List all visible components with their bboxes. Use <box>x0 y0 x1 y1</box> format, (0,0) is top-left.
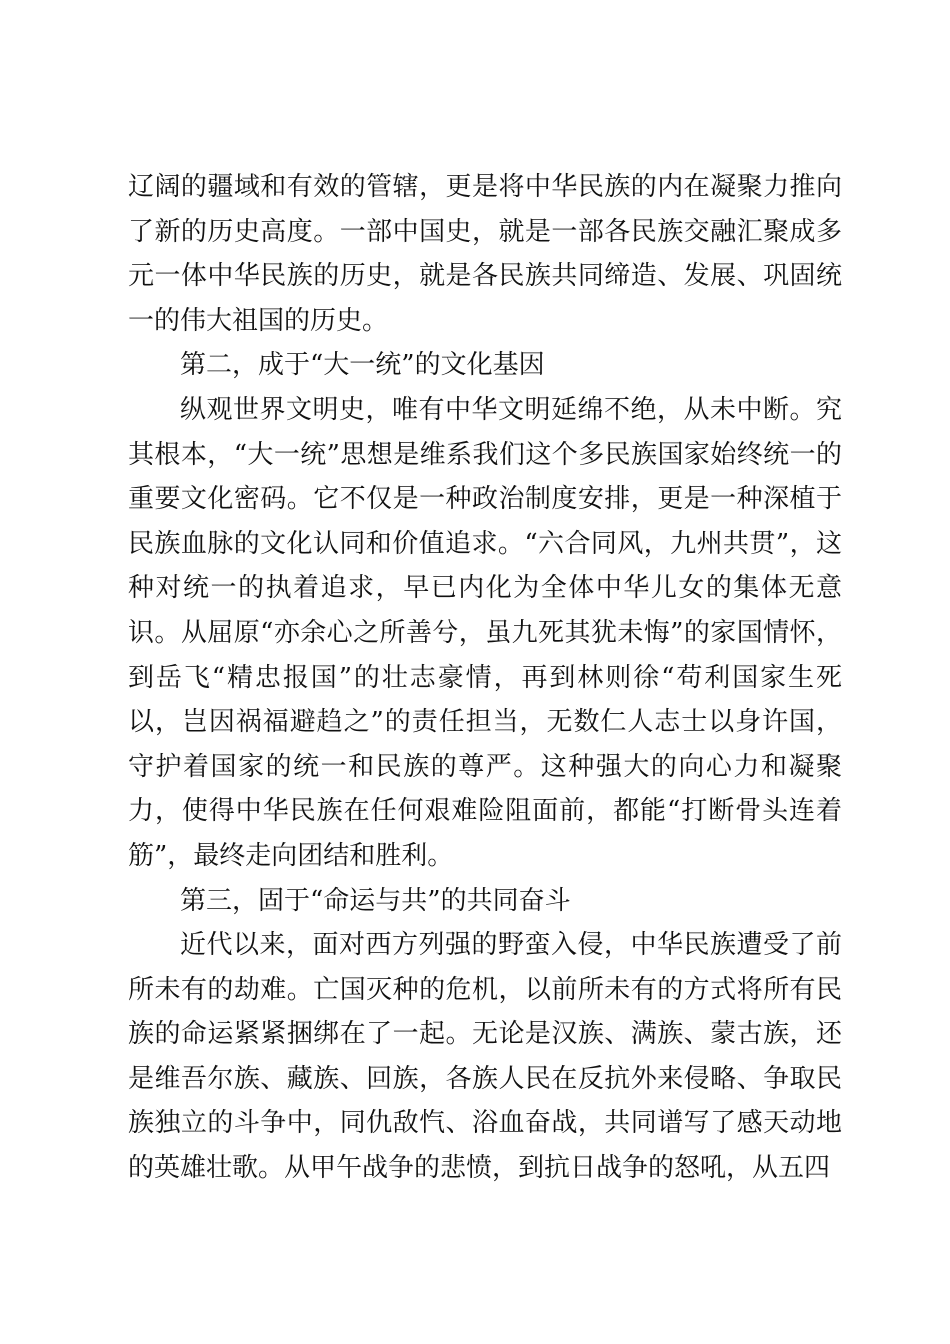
paragraph-3: 近代以来，面对西方列强的野蛮入侵，中华民族遭受了前所未有的劫难。亡国灭种的危机，以前所未有的方式将所有民族的命运紧紧捆绑在了一起。无论是汉族、满族、蒙古族，还是维吾尔族、藏族、回族，各族人民在反抗外来侵略、争取民族独立的斗争中，同仇敌忾、浴血奋战，共同谱写了感天动地的英雄壮歌。从甲午战争的悲愤，到抗日战争的怒吼，从五四 <box>128 930 842 1184</box>
section-heading-2: 第二，成于“大一统”的文化基因 <box>180 350 545 381</box>
document-body <box>128 165 842 1191</box>
paragraph-continued: 辽阔的疆域和有效的管辖，更是将中华民族的内在凝聚力推向了新的历史高度。一部中国史，就是一部各民族交融汇聚成多元一体中华民族的历史，就是各民族共同缔造、发展、巩固统一的伟大祖国的历史。 <box>128 172 842 336</box>
paragraph-2: 纵观世界文明史，唯有中华文明延绵不绝，从未中断。究其根本，“大一统”思想是维系我们这个多民族国家始终统一的重要文化密码。它不仅是一种政治制度安排，更是一种深植于民族血脉的文化认同和价值追求。“六合同风，九州共贯”，这种对统一的执着追求，早已内化为全体中华儿女的集体无意识。从屈原“亦余心之所善兮，虽九死其犹未悔”的家国情怀，到岳飞“精忠报国”的壮志豪情，再到林则徐“苟利国家生死以，岂因祸福避趋之”的责任担当，无数仁人志士以身许国，守护着国家的统一和民族的尊严。这种强大的向心力和凝聚力，使得中华民族在任何艰难险阻面前，都能“打断骨头连着筋”，最终走向团结和胜利。 <box>128 394 842 871</box>
section-heading-3: 第三，固于“命运与共”的共同奋斗 <box>180 885 571 916</box>
